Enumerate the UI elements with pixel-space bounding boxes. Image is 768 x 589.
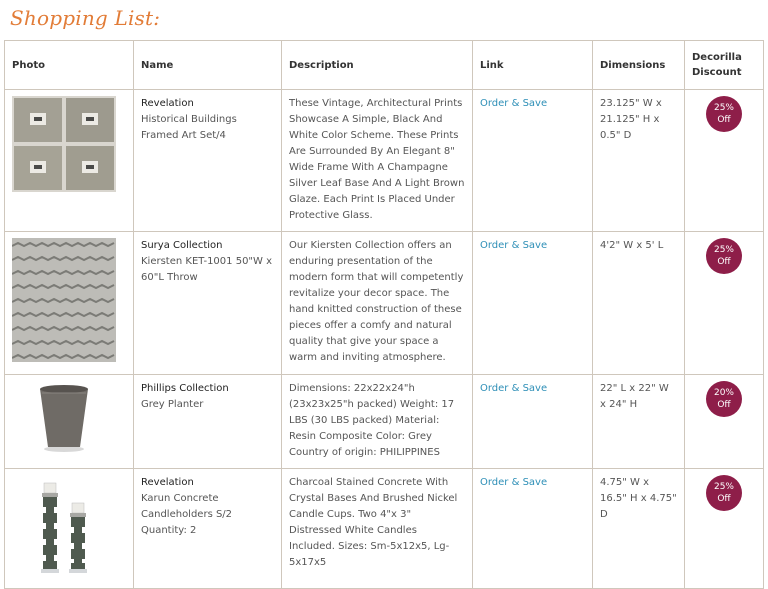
header-dimensions: Dimensions [593,41,685,90]
order-save-link[interactable]: Order & Save [480,477,548,488]
candleholders-photo[interactable] [12,475,116,579]
discount-cell [685,232,764,375]
knitted-throw-photo[interactable] [12,238,116,362]
header-discount-line1: Decorilla [692,52,742,63]
discount-percent: 25% [713,103,734,113]
framed-art-set-photo[interactable] [12,96,116,192]
item-description: Dimensions: 22x22x24"h (23x23x25"h packed) Weight: 17 LBS (30 LBS packed) Material: Resin Composite Color: Grey Country of origin: PHILIPPINES [282,375,473,469]
link-cell [473,469,593,589]
table-row [5,375,764,469]
discount-cell [685,469,764,589]
discount-off: Off [717,115,731,125]
discount-cell [685,375,764,469]
order-save-link[interactable]: Order & Save [480,383,548,394]
discount-badge [706,381,742,417]
item-brand: Revelation [141,98,194,109]
item-description: Charcoal Stained Concrete With Crystal Bases And Brushed Nickel Candle Cups. Two 4"x 3" Distressed White Candles Included. Sizes: Sm-5x12x5, Lg-5x17x5 [282,469,473,589]
shopping-list-table [4,40,764,589]
discount-off: Off [717,400,731,410]
discount-percent: 25% [713,245,734,255]
discount-percent: 25% [713,482,734,492]
table-row [5,469,764,589]
item-quantity: Quantity: 2 [141,525,197,536]
item-name: Kiersten KET-1001 50"W x 60"L Throw [141,256,273,283]
item-dimensions: 22" L x 22" W x 24" H [593,375,685,469]
photo-cell [5,469,134,589]
item-brand: Surya Collection [141,240,223,251]
item-dimensions: 4'2" W x 5' L [593,232,685,375]
photo-cell [5,90,134,232]
table-row [5,232,764,375]
header-name: Name [134,41,282,90]
link-cell [473,232,593,375]
page-title: Shopping List: [10,6,161,30]
table-row [5,90,764,232]
item-description: These Vintage, Architectural Prints Showcase A Simple, Black And White Color Scheme. These Prints Are Surrounded By An Elegant 8" Wide Frame With A Champagne Silver Leaf Base And A Light Brown Glaze. Each Print Is Placed Under Protective Glass. [282,90,473,232]
item-dimensions: 23.125" W x 21.125" H x 0.5" D [593,90,685,232]
discount-off: Off [717,257,731,267]
item-brand: Revelation [141,477,194,488]
item-description: Our Kiersten Collection offers an enduring presentation of the modern form that will competently revitalize your decor space. The hand knitted construction of these pieces offer a comfy and natural quality that give your space a warm and inviting atmosphere. [282,232,473,375]
name-cell [134,232,282,375]
name-cell [134,375,282,469]
photo-cell [5,232,134,375]
table-header-row [5,41,764,90]
name-cell [134,90,282,232]
header-photo: Photo [5,41,134,90]
discount-badge [706,96,742,132]
photo-cell [5,375,134,469]
discount-percent: 20% [713,388,734,398]
order-save-link[interactable]: Order & Save [480,98,548,109]
discount-cell [685,90,764,232]
order-save-link[interactable]: Order & Save [480,240,548,251]
discount-badge [706,238,742,274]
item-brand: Phillips Collection [141,383,229,394]
discount-off: Off [717,494,731,504]
item-name: Karun Concrete Candleholders S/2 [141,493,233,520]
header-link: Link [473,41,593,90]
header-description: Description [282,41,473,90]
link-cell [473,375,593,469]
header-discount-line2: Discount [692,67,742,78]
grey-planter-photo[interactable] [12,381,116,459]
item-name: Historical Buildings Framed Art Set/4 [141,114,237,141]
header-discount [685,41,764,90]
item-name: Grey Planter [141,399,204,410]
name-cell [134,469,282,589]
link-cell [473,90,593,232]
discount-badge [706,475,742,511]
item-dimensions: 4.75" W x 16.5" H x 4.75" D [593,469,685,589]
